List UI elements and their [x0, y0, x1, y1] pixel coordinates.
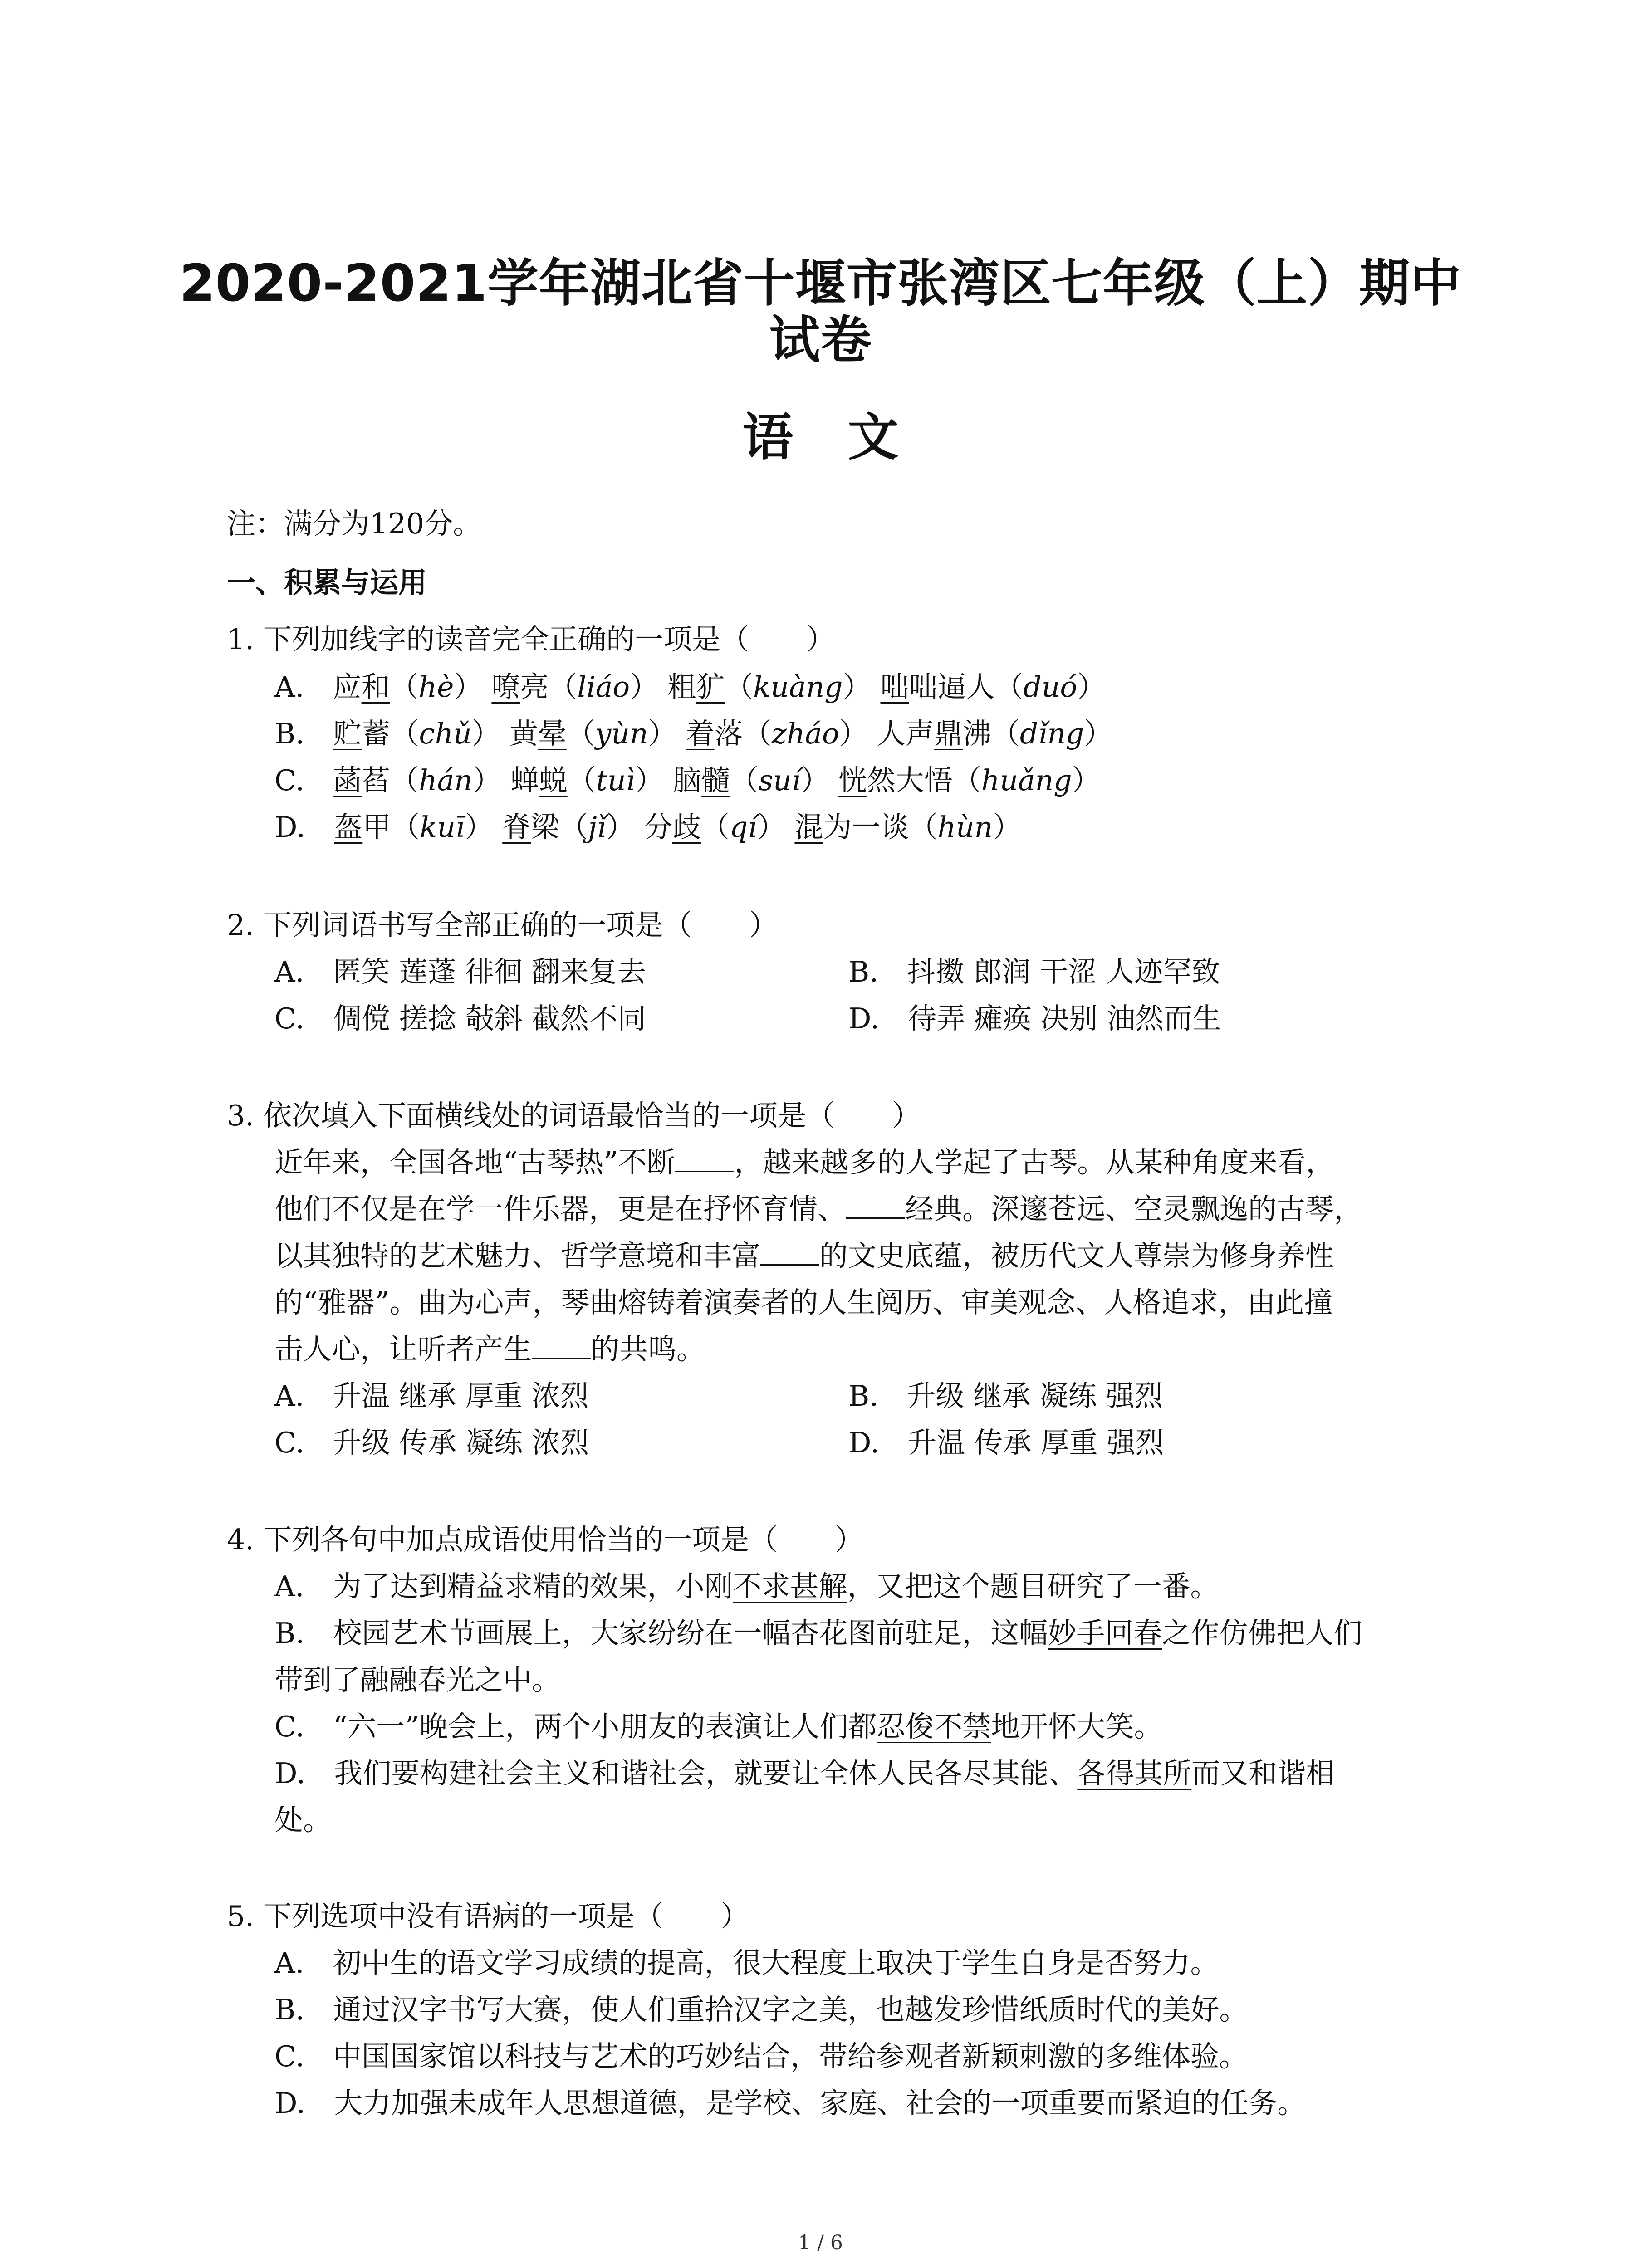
word-with-pinyin	[686, 717, 868, 750]
paren: （	[566, 717, 595, 750]
pinyin-reading: hùn	[937, 811, 993, 844]
word-text: 咄逼人	[909, 670, 995, 704]
pinyin-reading: yùn	[595, 717, 648, 750]
option-text: D. 我们要构建社会主义和谐社会，就要让全体人民各尽其能、	[274, 1757, 1078, 1790]
underlined-character: 恍	[838, 764, 867, 797]
word-with-pinyin	[794, 811, 1021, 844]
word-text: 人声	[877, 717, 934, 750]
fill-blank	[532, 1332, 591, 1359]
word-text: 黄	[509, 717, 538, 750]
exam-title-line2: 试卷	[769, 311, 872, 370]
pinyin-reading: hè	[418, 670, 454, 704]
question-5-option-c: C. 中国国家馆以科技与艺术的巧妙结合，带给参观者新颖刺激的多维体验。	[274, 2040, 1248, 2073]
underlined-idiom: 妙手回春	[1048, 1617, 1162, 1650]
word-with-pinyin	[333, 670, 483, 704]
word-text: 然大悟	[867, 764, 953, 797]
paren: （	[991, 717, 1020, 750]
paren: （	[994, 670, 1024, 704]
question-1-option-d	[274, 809, 1021, 846]
option-label: D.	[274, 811, 334, 844]
question-3-passage-line	[274, 1144, 1334, 1181]
underlined-character: 脊	[502, 811, 531, 844]
paren: ）	[471, 717, 500, 750]
score-note: 注：满分为120分。	[227, 507, 482, 540]
pinyin-reading: suí	[758, 764, 801, 797]
underlined-idiom: 忍俊不禁	[877, 1710, 991, 1743]
paren: ）	[465, 811, 494, 844]
word-with-pinyin	[877, 717, 1112, 750]
pinyin-reading: zháo	[771, 717, 839, 750]
pinyin-reading: kuàng	[753, 670, 843, 704]
underlined-character: 贮	[333, 717, 362, 750]
pinyin-reading: dǐng	[1019, 717, 1084, 750]
underlined-character: 菡	[333, 764, 362, 797]
paren: ）	[648, 717, 677, 750]
paren: ）	[454, 670, 483, 704]
subject-title: 语文	[742, 408, 953, 467]
question-3-option-d: D. 升温 传承 厚重 强烈	[848, 1426, 1164, 1459]
option-text: B. 校园艺术节画展上，大家纷纷在一幅杏花图前驻足，这幅	[274, 1617, 1048, 1650]
option-label: A.	[274, 670, 333, 704]
question-3-stem: 3. 依次填入下面横线处的词语最恰当的一项是（ ）	[227, 1099, 921, 1132]
paren: ）	[1084, 717, 1113, 750]
option-text: A. 为了达到精益求精的效果，小刚	[274, 1570, 733, 1603]
underlined-character: 歧	[672, 811, 701, 844]
option-label: B.	[274, 717, 333, 750]
word-text: 落	[714, 717, 743, 750]
word-text: 分	[643, 811, 672, 844]
word-with-pinyin	[491, 670, 658, 704]
word-text: 应	[333, 670, 362, 704]
question-2-stem: 2. 下列词语书写全部正确的一项是（ ）	[227, 909, 778, 942]
exam-title-line1: 2020-2021学年湖北省十堰市张湾区七年级（上）期中	[179, 254, 1462, 313]
passage-text: 他们不仅是在学一件乐器，更是在抒怀育情、	[274, 1193, 846, 1226]
question-2-option-c: C. 倜傥 搓捻 敧斜 截然不同	[274, 1002, 647, 1035]
passage-text: 的共鸣。	[591, 1333, 705, 1366]
paren: ）	[757, 811, 786, 844]
word-with-pinyin	[509, 717, 677, 750]
paren: （	[909, 811, 938, 844]
word-text: 梁	[531, 811, 560, 844]
underlined-idiom: 不求甚解	[733, 1570, 847, 1603]
underlined-character: 咄	[880, 670, 909, 704]
paren: ）	[635, 764, 664, 797]
option-label: C.	[274, 764, 333, 797]
option-text: ，又把这个题目研究了一番。	[847, 1570, 1219, 1603]
paren: （	[390, 717, 419, 750]
pinyin-reading: chǔ	[419, 717, 472, 750]
question-5-option-a: A. 初中生的语文学习成绩的提高，很大程度上取决于学生自身是否努力。	[274, 1946, 1219, 1980]
pinyin-reading: kuī	[420, 811, 465, 844]
question-1-option-b	[274, 716, 1112, 752]
paren: ）	[1072, 764, 1101, 797]
word-with-pinyin	[838, 764, 1101, 797]
option-text: 之作仿佛把人们	[1162, 1617, 1362, 1650]
question-3-passage-line: 的“雅器”。曲为心声，琴曲熔铸着演奏者的人生阅历、审美观念、人格追求，由此撞	[274, 1286, 1333, 1319]
question-3-option-b: B. 升级 继承 凝练 强烈	[848, 1379, 1163, 1413]
paren: （	[952, 764, 981, 797]
word-text: 粗	[667, 670, 696, 704]
fill-blank	[675, 1145, 734, 1172]
paren: （	[730, 764, 759, 797]
question-4-option-b-continued: 带到了融融春光之中。	[274, 1663, 560, 1696]
question-3-passage-line	[274, 1331, 705, 1368]
question-2-option-b: B. 抖擞 郎润 干涩 人迹罕致	[848, 955, 1220, 988]
question-2-option-d: D. 待弄 瘫痪 决别 油然而生	[848, 1002, 1221, 1035]
question-5-stem: 5. 下列选项中没有语病的一项是（ ）	[227, 1900, 749, 1933]
paren: ）	[630, 670, 659, 704]
paren: （	[725, 670, 754, 704]
word-with-pinyin	[667, 670, 871, 704]
question-3-option-c: C. 升级 传承 凝练 浓烈	[274, 1426, 589, 1459]
word-with-pinyin	[502, 811, 635, 844]
paren: ）	[843, 670, 872, 704]
pinyin-reading: hán	[418, 764, 473, 797]
underlined-character: 鼎	[934, 717, 963, 750]
question-3-option-a: A. 升温 继承 厚重 浓烈	[274, 1379, 589, 1413]
question-2-option-a: A. 匿笑 莲蓬 徘徊 翻来复去	[274, 955, 646, 988]
passage-text: 近年来，全国各地“古琴热”不断	[274, 1146, 676, 1179]
question-1-stem: 1. 下列加线字的读音完全正确的一项是（ ）	[227, 623, 835, 656]
word-with-pinyin	[644, 811, 785, 844]
paren: （	[390, 764, 419, 797]
fill-blank	[846, 1192, 905, 1219]
option-text: 而又和谐相	[1191, 1757, 1335, 1790]
word-with-pinyin	[334, 811, 493, 844]
pinyin-reading: liáo	[577, 670, 630, 704]
paren: ）	[606, 811, 635, 844]
underlined-character: 和	[361, 670, 390, 704]
underlined-character: 髓	[701, 764, 730, 797]
option-text: C. “六一”晚会上，两个小朋友的表演让人们都	[274, 1710, 877, 1743]
pinyin-reading: duó	[1023, 670, 1078, 704]
paren: （	[549, 670, 578, 704]
paren: ）	[993, 811, 1022, 844]
pinyin-reading: qí	[729, 811, 757, 844]
passage-text: 击人心，让听者产生	[274, 1333, 532, 1366]
word-text: 沸	[962, 717, 991, 750]
underlined-character: 着	[686, 717, 715, 750]
page-number: 1 / 6	[798, 2231, 843, 2254]
word-with-pinyin	[333, 764, 501, 797]
paren: （	[390, 670, 419, 704]
underlined-character: 蜕	[539, 764, 568, 797]
underlined-character: 盔	[334, 811, 363, 844]
paren: ）	[472, 764, 501, 797]
passage-text: 以其独特的艺术魅力、哲学意境和丰富	[274, 1239, 760, 1272]
word-text: 脑	[672, 764, 701, 797]
question-4-stem: 4. 下列各句中加点成语使用恰当的一项是（ ）	[227, 1523, 864, 1556]
passage-text: ，越来越多的人学起了古琴。从某种角度来看，	[734, 1146, 1335, 1179]
paren: （	[743, 717, 772, 750]
underlined-idiom: 各得其所	[1077, 1757, 1192, 1790]
underlined-character: 晕	[538, 717, 567, 750]
fill-blank	[760, 1239, 819, 1266]
question-1-option-c	[274, 763, 1101, 799]
word-text: 萏	[361, 764, 390, 797]
question-4-option-d-continued: 处。	[274, 1804, 332, 1837]
paren: ）	[839, 717, 868, 750]
question-3-passage-line	[274, 1238, 1334, 1274]
pinyin-reading: jǐ	[588, 811, 606, 844]
word-with-pinyin	[673, 764, 829, 797]
word-with-pinyin	[881, 670, 1106, 704]
question-4-option-a	[274, 1569, 1219, 1605]
paren: （	[567, 764, 596, 797]
passage-text: 的文史底蕴，被历代文人尊崇为修身养性	[819, 1239, 1334, 1272]
option-text: 地开怀大笑。	[991, 1710, 1163, 1743]
underlined-character: 混	[794, 811, 823, 844]
question-5-option-b: B. 通过汉字书写大赛，使人们重拾汉字之美，也越发珍惜纸质时代的美好。	[274, 1993, 1248, 2026]
question-1-option-a	[274, 669, 1106, 705]
word-with-pinyin	[333, 717, 500, 750]
underlined-character: 嘹	[491, 670, 520, 704]
paren: （	[559, 811, 588, 844]
question-4-option-b	[274, 1615, 1362, 1652]
word-text: 蓄	[362, 717, 391, 750]
word-text: 为一谈	[823, 811, 909, 844]
section-heading: 一、积累与运用	[227, 566, 427, 599]
passage-text: 经典。深邃苍远、空灵飘逸的古琴，	[905, 1193, 1362, 1226]
word-text: 甲	[362, 811, 392, 844]
word-text: 亮	[520, 670, 549, 704]
question-4-option-d	[274, 1755, 1334, 1792]
paren: （	[391, 811, 420, 844]
pinyin-reading: tuì	[596, 764, 635, 797]
pinyin-reading: huǎng	[981, 764, 1072, 797]
paren: （	[700, 811, 730, 844]
word-with-pinyin	[510, 764, 664, 797]
word-text: 蝉	[510, 764, 539, 797]
underlined-character: 犷	[696, 670, 725, 704]
paren: ）	[1077, 670, 1106, 704]
question-4-option-c	[274, 1709, 1162, 1745]
question-3-passage-line	[274, 1191, 1362, 1227]
question-5-option-d: D. 大力加强未成年人思想道德，是学校、家庭、社会的一项重要而紧迫的任务。	[274, 2087, 1306, 2120]
paren: ）	[800, 764, 829, 797]
